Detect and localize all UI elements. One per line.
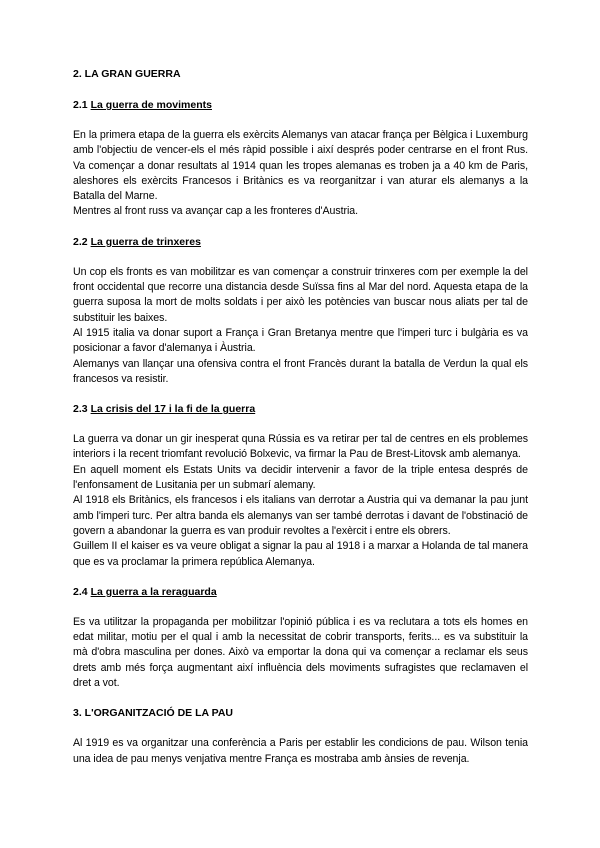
paragraph: Un cop els fronts es van mobilitzar es van començar a construir trinxeres com per exemple la del front occidental que recorre una distancia desde Suïssa fins al Mar del nord. Aquesta etapa de la guerra suposa la mort de molts soldats i per això les potències van buscar nous aliats per tal de substituir les baixes. bbox=[73, 265, 528, 324]
paragraph: En aquell moment els Estats Units va decidir intervenir a favor de la triple entesa després de l'enfonsament de Lusitania per un submarí alemany. bbox=[73, 463, 528, 492]
section-number: 2.2 bbox=[73, 235, 88, 248]
section-heading bbox=[73, 584, 528, 600]
section-title: La guerra de moviments bbox=[90, 99, 212, 111]
paragraph: Al 1915 italia va donar suport a França i Gran Bretanya mentre que l'imperi turc i bulgària es va posicionar a favor d'alemanya i Àustria. bbox=[73, 326, 528, 355]
section-guerra-reraguarda bbox=[73, 584, 528, 691]
paragraph: Mentres al front russ va avançar cap a les fronteres d'Austria. bbox=[73, 205, 359, 218]
paragraph: En la primera etapa de la guerra els exèrcits Alemanys van atacar frança per Bèlgica i Luxemburg amb l'objectiu de vencer-els el més ràpid possible i així després poder centrarse en el front Rus. Va començar a donar resultats al 1914 quan les tropes alemanas es troben ja a 40 km de Paris, aleshores els exèrcits Francesos i Britànics es va reorganitzar i van aturar els alemanys a la Batalla del Marne. bbox=[73, 129, 528, 203]
section-crisis-17 bbox=[73, 401, 528, 570]
section-guerra-trinxeres bbox=[73, 234, 528, 387]
section-organitzacio-pau bbox=[73, 705, 528, 767]
paragraph: Guillem II el kaiser es va veure obligat a signar la pau al 1918 i a marxar a Holanda de tal manera que es va proclamar la primera república Alemanya. bbox=[73, 540, 528, 568]
chapter-heading: 2. LA GRAN GUERRA bbox=[73, 68, 181, 80]
section-heading bbox=[73, 401, 528, 417]
document-page bbox=[73, 66, 528, 767]
paragraph: Al 1918 els Britànics, els francesos i els italians van derrotar a Austria qui va demanar la pau junt amb l'imperi turc. Per altra banda els alemanys van ser també derrotas i davant de l'obstinació de govern a abandonar la guerra es van produir revoltes a l'exèrcit i entre els obrers. bbox=[73, 494, 528, 537]
section-heading bbox=[73, 97, 528, 113]
paragraph: Al 1919 es va organitzar una conferència a Paris per establir les condicions de pau. Wilson tenia una idea de pau menys venjativa mentre França es mostraba amb ànsies de revenja. bbox=[73, 737, 528, 765]
chapter-heading: 3. L'ORGANITZACIÓ DE LA PAU bbox=[73, 707, 233, 720]
paragraph: La guerra va donar un gir inesperat quna Rússia es va retirar per tal de centres en els problemes interiors i la recent triomfant revolució Bolxevic, va firmar la Pau de Brest-Litovsk amb alemanya. bbox=[73, 433, 528, 461]
paragraph: Alemanys van llançar una ofensiva contra el front Francès durant la batalla de Verdun la qual els francesos va resistir. bbox=[73, 357, 528, 385]
section-title: La crisis del 17 i la fi de la guerra bbox=[90, 403, 256, 416]
section-title: La guerra de trinxeres bbox=[90, 235, 201, 248]
section-heading bbox=[73, 234, 528, 250]
section-guerra-moviments bbox=[73, 97, 528, 220]
paragraph: Es va utilitzar la propaganda per mobilitzar l'opinió pública i es va reclutara a tots els homes en edat militar, motiu per el qual i amb la necessitat de cobrir transports, ferits... es va substituir la mà d'obra masculina per dones. Això va emportar la dona qui va començar a reclamar els seus drets amb més força augmentant així influència dels moviments sufragistes que reclamaven el dret a vot. bbox=[73, 615, 528, 690]
section-number: 2.4 bbox=[73, 585, 88, 598]
section-number: 2.1 bbox=[73, 99, 88, 111]
section-title: La guerra a la reraguarda bbox=[90, 585, 217, 598]
section-number: 2.3 bbox=[73, 403, 88, 416]
